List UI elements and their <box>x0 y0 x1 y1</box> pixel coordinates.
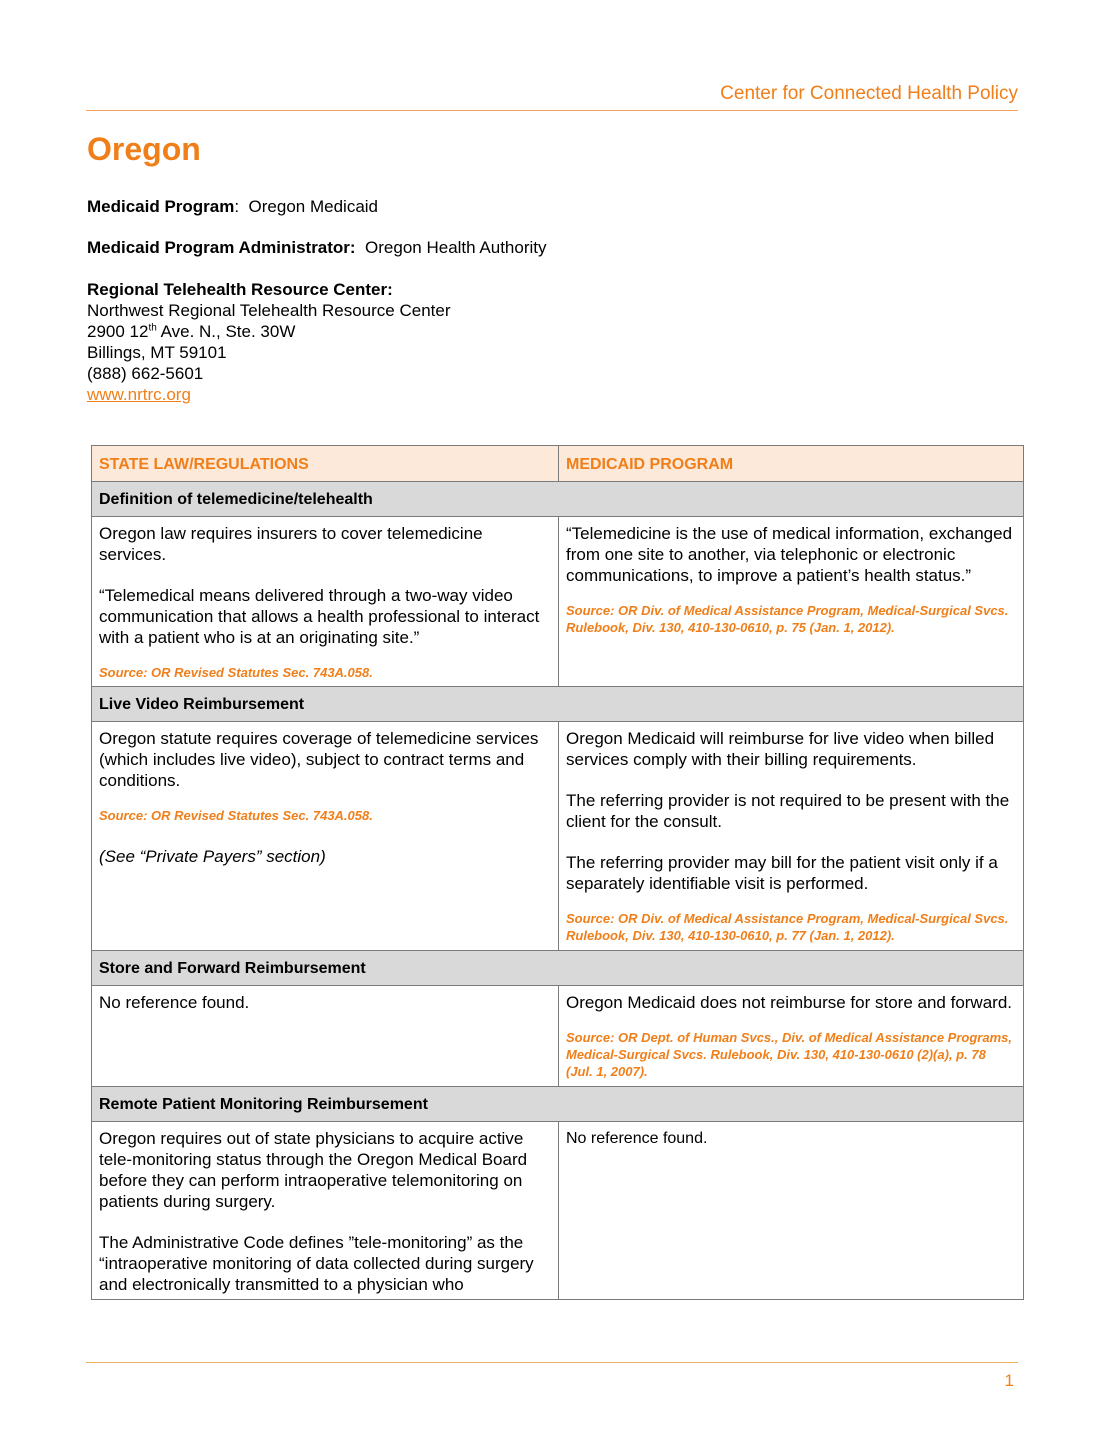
store-forward-state-law-cell <box>92 986 559 1087</box>
cell-paragraph: The referring provider may bill for the patient visit only if a separately identifiable visit is performed. <box>566 853 998 893</box>
administrator-line <box>87 237 547 258</box>
resource-center-city: Billings, MT 59101 <box>87 343 227 362</box>
medicaid-program-value: Oregon Medicaid <box>248 197 379 216</box>
cell-paragraph: Oregon Medicaid does not reimburse for store and forward. <box>566 993 1013 1012</box>
cell-paragraph: Oregon requires out of state physicians to acquire active tele-monitoring status through the Oregon Medical Board before they can perform intraoperative telemonitoring on patients during surgery. <box>99 1129 528 1211</box>
remote-monitoring-state-law-cell <box>92 1122 559 1300</box>
cell-paragraph: Oregon Medicaid will reimburse for live video when billed services comply with their billing requirements. <box>566 729 995 769</box>
footer-divider <box>86 1362 1018 1363</box>
resource-center-link[interactable]: www.nrtrc.org <box>87 385 191 404</box>
cell-paragraph: “Telemedical means delivered through a two-way video communication that allows a health professional to interact with a patient who is at an originating site.” <box>99 586 540 647</box>
source-citation: Source: OR Dept. of Human Svcs., Div. of Medical Assistance Programs, Medical-Surgical Svcs. Rulebook, Div. 130, 410-130-0610 (2)(a), p. 78 (Jul. 1, 2007). <box>566 1030 1012 1079</box>
store-forward-medicaid-cell <box>559 986 1024 1087</box>
column-header-medicaid: MEDICAID PROGRAM <box>559 446 1024 482</box>
administrator-label: Medicaid Program Administrator: <box>87 238 356 257</box>
source-citation: Source: OR Div. of Medical Assistance Program, Medical-Surgical Svcs. Rulebook, Div. 130, 410-130-0610, p. 77 (Jan. 1, 2012). <box>566 911 1009 943</box>
cell-paragraph: Oregon statute requires coverage of telemedicine services (which includes live video), subject to contract terms and conditions. <box>99 729 539 790</box>
table-row <box>92 1122 1024 1300</box>
resource-center-name: Northwest Regional Telehealth Resource Center <box>87 301 451 320</box>
cross-reference-note: (See “Private Payers” section) <box>99 847 326 866</box>
medicaid-program-line: Medicaid Program: Oregon Medicaid <box>87 197 379 216</box>
section-row <box>92 482 1024 517</box>
column-header-state-law: STATE LAW/REGULATIONS <box>92 446 559 482</box>
resource-center-phone: (888) 662-5601 <box>87 364 204 383</box>
source-citation: Source: OR Revised Statutes Sec. 743A.058. <box>99 808 373 823</box>
cell-paragraph: No reference found. <box>99 993 250 1012</box>
section-title-store-forward: Store and Forward Reimbursement <box>92 951 1024 986</box>
resource-center-address: 2900 12th Ave. N., Ste. 30W <box>87 322 296 341</box>
source-citation: Source: OR Div. of Medical Assistance Program, Medical-Surgical Svcs. Rulebook, Div. 130, 410-130-0610, p. 75 (Jan. 1, 2012). <box>566 603 1009 635</box>
table-header-row <box>92 446 1024 482</box>
cell-paragraph: Oregon law requires insurers to cover telemedicine services. <box>99 524 483 564</box>
page-number: 1 <box>1004 1371 1014 1390</box>
cell-paragraph: The referring provider is not required to be present with the client for the consult. <box>566 791 1010 831</box>
cell-paragraph: No reference found. <box>566 1130 708 1147</box>
remote-monitoring-medicaid-cell <box>559 1122 1024 1300</box>
section-title-definition: Definition of telemedicine/telehealth <box>92 482 1024 517</box>
section-row <box>92 951 1024 986</box>
header-divider <box>86 110 1018 111</box>
source-citation: Source: OR Revised Statutes Sec. 743A.058. <box>99 665 373 680</box>
resource-center-block <box>87 279 451 405</box>
section-row <box>92 1087 1024 1122</box>
definition-medicaid-cell <box>559 517 1024 687</box>
resource-center-label: Regional Telehealth Resource Center: <box>87 280 393 299</box>
medicaid-program-label: Medicaid Program <box>87 197 235 216</box>
table-row <box>92 722 1024 951</box>
definition-state-law-cell <box>92 517 559 687</box>
header-org-name: Center for Connected Health Policy <box>720 83 1018 104</box>
cell-paragraph: “Telemedicine is the use of medical information, exchanged from one site to another, via telephonic or electronic communications, to improve a patient’s health status.” <box>566 524 1013 585</box>
table-row <box>92 517 1024 687</box>
administrator-value: Oregon Health Authority <box>365 238 547 257</box>
live-video-medicaid-cell <box>559 722 1024 951</box>
policy-table <box>91 445 1024 1300</box>
section-title-live-video: Live Video Reimbursement <box>92 687 1024 722</box>
live-video-state-law-cell <box>92 722 559 951</box>
page-title: Oregon <box>87 131 201 167</box>
table-row <box>92 986 1024 1087</box>
section-row <box>92 687 1024 722</box>
cell-paragraph: The Administrative Code defines ”tele-monitoring” as the “intraoperative monitoring of data collected during surgery and electronically transmitted to a physician who <box>99 1233 534 1294</box>
section-title-remote-monitoring: Remote Patient Monitoring Reimbursement <box>92 1087 1024 1122</box>
